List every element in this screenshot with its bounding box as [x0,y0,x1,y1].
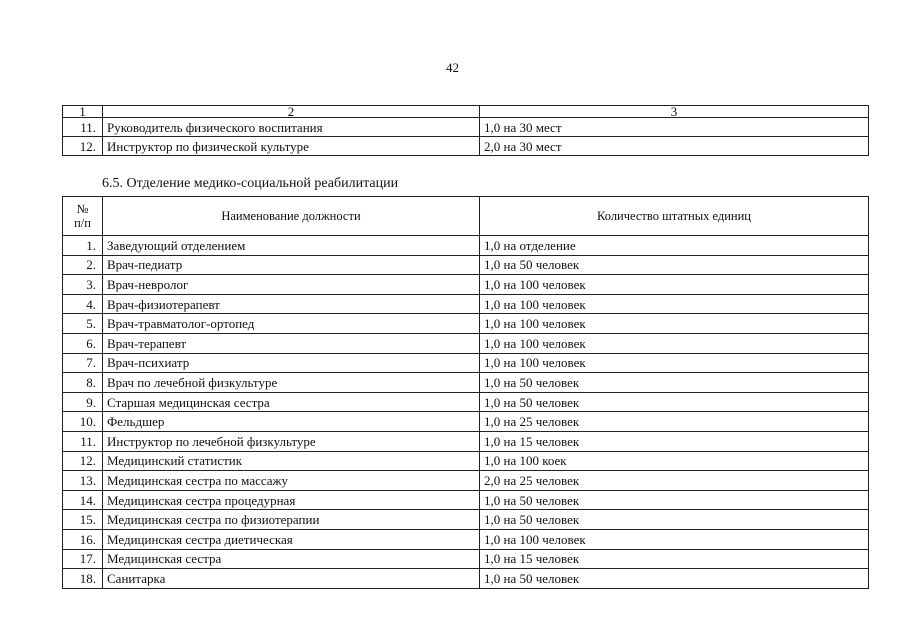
staff-count: 1,0 на 25 человек [480,412,869,432]
row-number: 11. [63,431,103,451]
staff-count: 1,0 на 50 человек [480,510,869,530]
table-row [63,294,869,314]
table-row [63,275,869,295]
position-name: Врач-невролог [103,275,480,295]
staff-count: 1,0 на 100 человек [480,275,869,295]
row-number: 17. [63,549,103,569]
number-header [63,197,103,236]
position-name: Руководитель физического воспитания [103,118,480,137]
staff-count: 1,0 на 100 человек [480,333,869,353]
staff-count: 1,0 на 100 человек [480,294,869,314]
column-number-row [63,106,869,118]
table-row [63,236,869,256]
row-number: 15. [63,510,103,530]
position-name: Медицинская сестра процедурная [103,490,480,510]
position-name: Фельдшер [103,412,480,432]
position-name: Врач-физиотерапевт [103,294,480,314]
table-row [63,118,869,137]
row-number: 4. [63,294,103,314]
staff-count: 1,0 на 100 коек [480,451,869,471]
position-name: Медицинская сестра [103,549,480,569]
staff-count: 1,0 на 50 человек [480,392,869,412]
row-number: 14. [63,490,103,510]
column-number: 3 [480,106,869,118]
table-row [63,431,869,451]
table-row [63,137,869,156]
count-header: Количество штатных единиц [480,197,869,236]
position-name: Врач-травматолог-ортопед [103,314,480,334]
section-title: 6.5. Отделение медико-социальной реабилитации [102,176,399,191]
position-header: Наименование должности [103,197,480,236]
staff-count: 1,0 на отделение [480,236,869,256]
staff-count: 1,0 на 50 человек [480,490,869,510]
row-number: 8. [63,373,103,393]
table-row [63,333,869,353]
staff-count: 1,0 на 100 человек [480,314,869,334]
row-number: 6. [63,333,103,353]
position-name: Медицинская сестра по массажу [103,471,480,491]
row-number: 1. [63,236,103,256]
position-name: Старшая медицинская сестра [103,392,480,412]
table-row [63,529,869,549]
table-row [63,451,869,471]
position-name: Врач по лечебной физкультуре [103,373,480,393]
staff-count: 1,0 на 100 человек [480,353,869,373]
row-number: 16. [63,529,103,549]
staff-count: 1,0 на 100 человек [480,529,869,549]
staff-count: 1,0 на 15 человек [480,549,869,569]
row-number: 12. [63,451,103,471]
staff-count: 1,0 на 15 человек [480,431,869,451]
position-name: Медицинская сестра диетическая [103,529,480,549]
staff-count: 1,0 на 30 мест [480,118,869,137]
row-number: 2. [63,255,103,275]
position-name: Врач-педиатр [103,255,480,275]
staff-count: 1,0 на 50 человек [480,255,869,275]
row-number: 5. [63,314,103,334]
row-number: 11. [63,118,103,137]
table-row [63,373,869,393]
position-name: Врач-терапевт [103,333,480,353]
table-header-row [63,197,869,236]
position-name: Заведующий отделением [103,236,480,256]
table-row [63,471,869,491]
row-number: 7. [63,353,103,373]
table-row [63,490,869,510]
position-name: Санитарка [103,569,480,589]
position-name: Медицинский статистик [103,451,480,471]
table-row [63,549,869,569]
column-number: 2 [103,106,480,118]
staff-count: 2,0 на 30 мест [480,137,869,156]
staff-count: 1,0 на 50 человек [480,373,869,393]
page-number: 42 [446,60,459,75]
table-row [63,510,869,530]
number-header-abbrev: п/п [74,216,91,230]
position-name: Инструктор по физической культуре [103,137,480,156]
position-name: Медицинская сестра по физиотерапии [103,510,480,530]
staff-count: 2,0 на 25 человек [480,471,869,491]
row-number: 9. [63,392,103,412]
table-row [63,569,869,589]
number-header-symbol: № [76,202,89,216]
position-name: Врач-психиатр [103,353,480,373]
table-row [63,353,869,373]
row-number: 10. [63,412,103,432]
table-row [63,412,869,432]
table-row [63,392,869,412]
column-number: 1 [63,106,103,118]
table-row [63,255,869,275]
position-name: Инструктор по лечебной физкультуре [103,431,480,451]
staffing-table [62,196,869,589]
row-number: 18. [63,569,103,589]
continued-staffing-table [62,105,869,156]
table-row [63,314,869,334]
row-number: 3. [63,275,103,295]
staff-count: 1,0 на 50 человек [480,569,869,589]
row-number: 12. [63,137,103,156]
row-number: 13. [63,471,103,491]
